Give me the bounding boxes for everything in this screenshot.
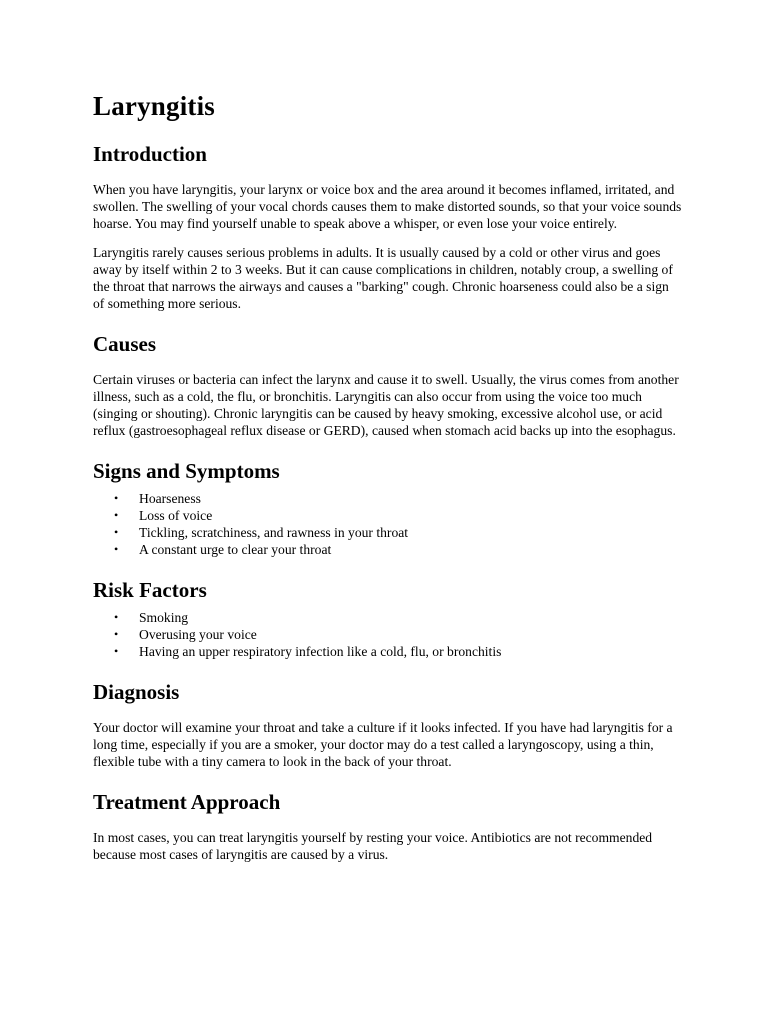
introduction-paragraph-1: When you have laryngitis, your larynx or voice box and the area around it becomes inflamed, irritated, and swollen. The swelling of your vocal chords causes them to make distorted sounds, so that your voice sounds hoarse. You may find yourself unable to speak above a whisper, or even lose your voice entirely. (93, 182, 682, 231)
causes-paragraph: Certain viruses or bacteria can infect the larynx and cause it to swell. Usually, the virus comes from another illness, such as a cold, the flu, or bronchitis. Laryngitis can also occur from using the voice too much (singing or shouting). Chronic laryngitis can be caused by heavy smoking, excessive alcohol use, or acid reflux (gastroesophageal reflux disease or GERD), caused when stomach acid backs up into the esophagus. (93, 372, 679, 438)
heading-symptoms: Signs and Symptoms (93, 459, 280, 483)
introduction-paragraph-2: Laryngitis rarely causes serious problems in adults. It is usually caused by a cold or other virus and goes away by itself within 2 to 3 weeks. But it can cause complications in children, notably croup, a swelling of the throat that narrows the airways and causes a "barking" cough. Chronic hoarseness could also be a sign of something more serious. (93, 245, 673, 311)
list-item: • Smoking (93, 609, 683, 626)
list-item: • Having an upper respiratory infection like a cold, flu, or bronchitis (93, 643, 683, 660)
heading-causes: Causes (93, 332, 157, 356)
list-item: • Hoarseness (93, 490, 683, 507)
heading-risk-factors: Risk Factors (93, 578, 207, 602)
page-title: Laryngitis (93, 91, 216, 121)
heading-treatment: Treatment Approach (93, 790, 281, 814)
list-item: • A constant urge to clear your throat (93, 541, 683, 558)
list-item: • Loss of voice (93, 507, 683, 524)
document-content (93, 86, 683, 863)
symptoms-list (93, 490, 683, 558)
heading-introduction: Introduction (93, 142, 207, 166)
diagnosis-paragraph: Your doctor will examine your throat and take a culture if it looks infected. If you have had laryngitis for a long time, especially if you are a smoker, your doctor may do a test called a laryngoscopy, using a thin, flexible tube with a tiny camera to look in the back of your throat. (93, 720, 673, 769)
risk-factors-list (93, 609, 683, 660)
heading-diagnosis: Diagnosis (93, 680, 180, 704)
list-item: • Tickling, scratchiness, and rawness in your throat (93, 524, 683, 541)
list-item: • Overusing your voice (93, 626, 683, 643)
treatment-paragraph: In most cases, you can treat laryngitis yourself by resting your voice. Antibiotics are not recommended because most cases of laryngitis are caused by a virus. (93, 830, 653, 862)
